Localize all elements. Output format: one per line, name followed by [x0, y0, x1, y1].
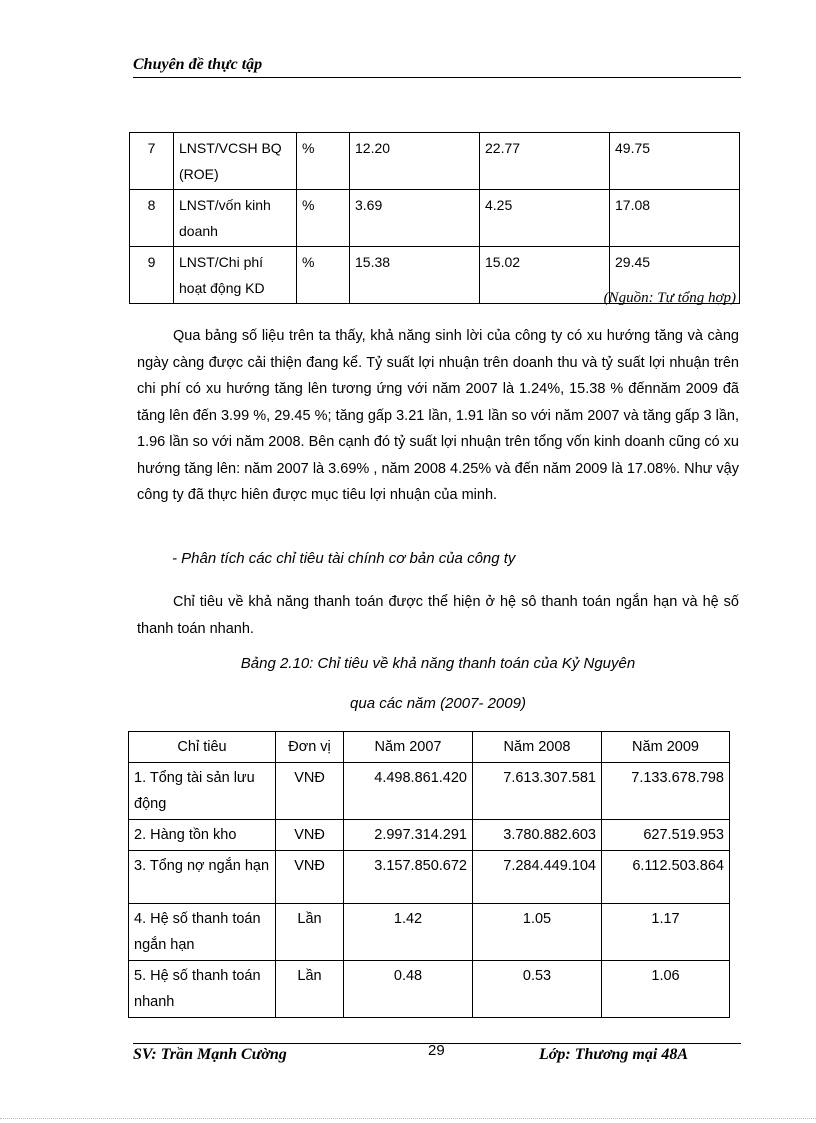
page-bottom-divider: [0, 1118, 816, 1119]
value-2009: 6.112.503.864: [602, 851, 730, 904]
table-caption-line1: Bảng 2.10: Chỉ tiêu về khả năng thanh toán của Kỷ Nguyên: [240, 655, 636, 672]
value-2008: 7.613.307.581: [473, 763, 602, 820]
header-2009: Năm 2009: [602, 732, 730, 763]
indicator-name: 2. Hàng tồn kho: [129, 820, 276, 851]
value-2008: 4.25: [480, 190, 610, 247]
indicator-name: 4. Hệ số thanh toán ngắn hạn: [129, 904, 276, 961]
value-2007: 4.498.861.420: [344, 763, 473, 820]
value-2007: 0.48: [344, 961, 473, 1018]
liquidity-table: [128, 731, 730, 1018]
analysis-paragraph-text: Qua bảng số liệu trên ta thấy, khả năng sinh lời của công ty có xu hướng tăng và càng ngày càng được cải thiện đang kể. Tỷ suất lợi nhuận trên doanh thu và tỷ suất lợi nhuận trên chi phí có xu hướng tăng lên tương ứng với năm 2007 là 1.24%, 15.38 % đếnnăm 2009 đã tăng lên đến 3.99 %, 29.45 %; tăng gấp 3.21 lần, 1.91 lần so với năm 2007 và tăng gấp 3 lần, 1.96 lần so với năm 2008. Bên cạnh đó tỷ suất lợi nhuận trên tổng vốn kinh doanh cũng có xu hướng tăng lên: năm 2007 là 3.69% , năm 2008 4.25% và đến năm 2009 là 17.08%. Như vậy công ty đã thực hiên được mục tiêu lợi nhuận của minh.: [137, 328, 739, 503]
unit: %: [297, 190, 350, 247]
value-2008: 22.77: [480, 133, 610, 190]
value-2009: 1.06: [602, 961, 730, 1018]
unit: %: [297, 247, 350, 304]
table-source-note: (Nguồn: Tự tổng hợp): [603, 290, 736, 306]
indicator-name: 1. Tổng tài sản lưu động: [129, 763, 276, 820]
table-row: [129, 763, 730, 820]
header-indicator: Chỉ tiêu: [129, 732, 276, 763]
value-2007: 3.157.850.672: [344, 851, 473, 904]
unit: Lần: [276, 961, 344, 1018]
unit: VNĐ: [276, 820, 344, 851]
value-2009: 7.133.678.798: [602, 763, 730, 820]
table-row: [129, 961, 730, 1018]
header-2008: Năm 2008: [473, 732, 602, 763]
indicator-name: LNST/Chi phí hoạt động KD: [174, 247, 297, 304]
unit: %: [297, 133, 350, 190]
row-number: 8: [130, 190, 174, 247]
header-2007: Năm 2007: [344, 732, 473, 763]
value-2008: 3.780.882.603: [473, 820, 602, 851]
indicator-name: 3. Tổng nợ ngắn hạn: [129, 851, 276, 904]
value-2007: 1.42: [344, 904, 473, 961]
footer-class: Lớp: Thương mại 48A: [539, 1046, 688, 1063]
table-row: [130, 190, 740, 247]
page-header-title: Chuyên đề thực tập: [133, 56, 263, 73]
value-2009: 29.45: [610, 247, 740, 304]
page-number: 29: [428, 1042, 445, 1059]
table-row: [129, 820, 730, 851]
value-2009: 1.17: [602, 904, 730, 961]
table-row: [129, 851, 730, 904]
liquidity-paragraph: Chỉ tiêu về khả năng thanh toán được thể hiện ở hệ sô thanh toán ngắn hạn và hệ số thanh toán nhanh.: [137, 594, 739, 637]
value-2009: 627.519.953: [602, 820, 730, 851]
profitability-table: [129, 132, 740, 304]
table-caption-line2: qua các năm (2007- 2009): [350, 695, 526, 712]
value-2008: 1.05: [473, 904, 602, 961]
value-2007: 3.69: [350, 190, 480, 247]
unit: VNĐ: [276, 851, 344, 904]
table-row: [129, 904, 730, 961]
section-heading: - Phân tích các chỉ tiêu tài chính cơ bản của công ty: [172, 550, 516, 567]
analysis-paragraph: [137, 323, 739, 509]
value-2008: 0.53: [473, 961, 602, 1018]
table-row: [130, 133, 740, 190]
value-2009: 49.75: [610, 133, 740, 190]
value-2008: 7.284.449.104: [473, 851, 602, 904]
value-2007: 15.38: [350, 247, 480, 304]
header-unit: Đơn vị: [276, 732, 344, 763]
header-rule: [133, 77, 741, 78]
value-2007: 12.20: [350, 133, 480, 190]
value-2007: 2.997.314.291: [344, 820, 473, 851]
unit: VNĐ: [276, 763, 344, 820]
value-2008: 15.02: [480, 247, 610, 304]
footer-student: SV: Trần Mạnh Cường: [133, 1046, 287, 1063]
indicator-name: LNST/vốn kinh doanh: [174, 190, 297, 247]
indicator-name: LNST/VCSH BQ (ROE): [174, 133, 297, 190]
unit: Lần: [276, 904, 344, 961]
row-number: 9: [130, 247, 174, 304]
table-header-row: [129, 732, 730, 763]
indicator-name: 5. Hệ số thanh toán nhanh: [129, 961, 276, 1018]
value-2009: 17.08: [610, 190, 740, 247]
row-number: 7: [130, 133, 174, 190]
